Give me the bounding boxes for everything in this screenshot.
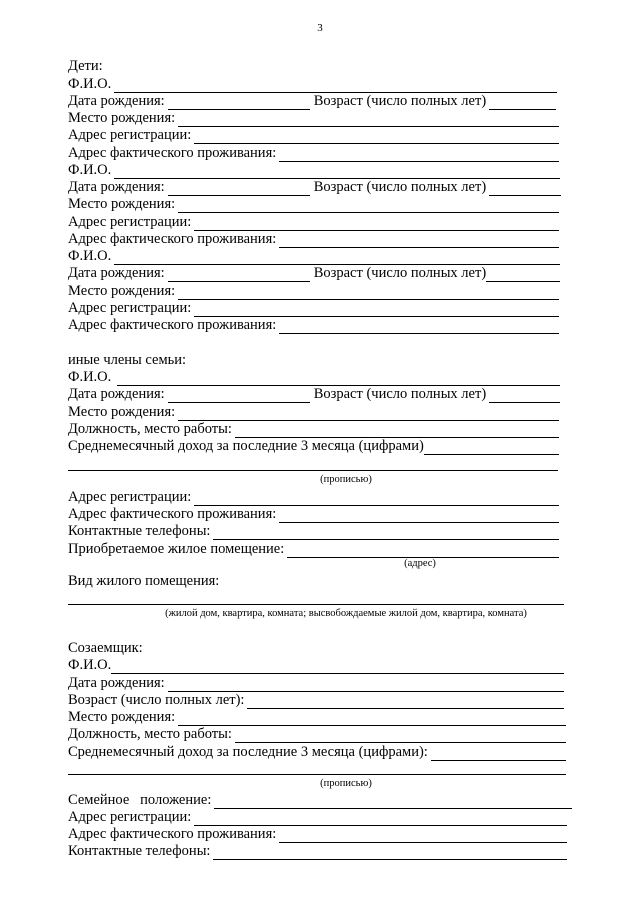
family-fio-row bbox=[68, 369, 560, 386]
child-2-dob-field[interactable] bbox=[168, 183, 310, 196]
family-actual-label: Адрес фактического проживания: bbox=[68, 506, 277, 522]
family-dob-row bbox=[68, 386, 560, 403]
coborrower-income-words-field[interactable] bbox=[68, 774, 566, 775]
child-1-actual-label: Адрес фактического проживания: bbox=[68, 145, 277, 161]
child-3-actual-label: Адрес фактического проживания: bbox=[68, 317, 277, 333]
family-birthplace-label: Место рождения: bbox=[68, 404, 176, 420]
child-1-fio-row bbox=[68, 76, 557, 93]
child-2-reg-row bbox=[68, 214, 559, 231]
child-2-actual-row bbox=[68, 231, 559, 248]
coborrower-birthplace-row bbox=[68, 709, 566, 726]
child-1-reg-row bbox=[68, 127, 559, 144]
coborrower-fio-field[interactable] bbox=[111, 661, 564, 674]
child-1-dob-field[interactable] bbox=[168, 97, 310, 110]
family-fio-field[interactable] bbox=[117, 373, 560, 386]
coborrower-marital-label: Семейное положение: bbox=[68, 792, 212, 808]
child-3-birthplace-field[interactable] bbox=[178, 287, 559, 300]
family-dob-field[interactable] bbox=[168, 390, 310, 403]
family-fio-label: Ф.И.О. bbox=[68, 369, 112, 385]
child-2-age-label: Возраст (число полных лет) bbox=[313, 179, 487, 195]
child-2-age-field[interactable] bbox=[489, 183, 561, 196]
child-3-birthplace-label: Место рождения: bbox=[68, 283, 176, 299]
family-income-words-caption: (прописью) bbox=[320, 474, 372, 485]
child-1-age-label: Возраст (число полных лет) bbox=[313, 93, 487, 109]
coborrower-actual-label: Адрес фактического проживания: bbox=[68, 826, 277, 842]
child-3-age-label: Возраст (число полных лет) bbox=[313, 265, 487, 281]
child-1-fio-label: Ф.И.О. bbox=[68, 76, 112, 92]
coborrower-actual-row bbox=[68, 826, 567, 843]
family-reg-label: Адрес регистрации: bbox=[68, 489, 192, 505]
coborrower-income-words-caption: (прописью) bbox=[320, 778, 372, 789]
child-1-dob-row bbox=[68, 93, 556, 110]
family-housing-type-caption: (жилой дом, квартира, комната; высвобождаемые жилой дом, квартира, комната) bbox=[165, 608, 527, 619]
family-reg-field[interactable] bbox=[194, 493, 559, 506]
coborrower-reg-field[interactable] bbox=[194, 813, 567, 826]
child-2-reg-label: Адрес регистрации: bbox=[68, 214, 192, 230]
family-birthplace-row bbox=[68, 404, 559, 421]
child-3-actual-field[interactable] bbox=[279, 321, 559, 334]
child-2-dob-label: Дата рождения: bbox=[68, 179, 165, 195]
family-income-row bbox=[68, 438, 559, 455]
child-3-dob-field[interactable] bbox=[168, 269, 310, 282]
child-3-reg-label: Адрес регистрации: bbox=[68, 300, 192, 316]
child-1-birthplace-label: Место рождения: bbox=[68, 110, 176, 126]
child-1-fio-field[interactable] bbox=[114, 80, 557, 93]
child-3-dob-row bbox=[68, 265, 560, 282]
family-age-field[interactable] bbox=[489, 390, 560, 403]
family-income-words-field[interactable] bbox=[68, 470, 558, 471]
family-birthplace-field[interactable] bbox=[178, 408, 559, 421]
child-3-fio-field[interactable] bbox=[114, 252, 560, 265]
child-2-birthplace-row bbox=[68, 196, 559, 213]
child-1-actual-row bbox=[68, 145, 559, 162]
child-3-reg-row bbox=[68, 300, 559, 317]
child-2-actual-label: Адрес фактического проживания: bbox=[68, 231, 277, 247]
coborrower-heading: Созаемщик: bbox=[68, 640, 143, 656]
family-age-label: Возраст (число полных лет) bbox=[313, 386, 487, 402]
coborrower-reg-label: Адрес регистрации: bbox=[68, 809, 192, 825]
coborrower-actual-field[interactable] bbox=[279, 830, 567, 843]
family-phones-field[interactable] bbox=[213, 527, 559, 540]
family-phones-label: Контактные телефоны: bbox=[68, 523, 211, 539]
coborrower-birthplace-field[interactable] bbox=[178, 713, 566, 726]
family-position-label: Должность, место работы: bbox=[68, 421, 232, 437]
family-reg-row bbox=[68, 489, 559, 506]
family-housing-row bbox=[68, 541, 559, 558]
family-housing-field[interactable] bbox=[287, 545, 559, 558]
child-1-reg-label: Адрес регистрации: bbox=[68, 127, 192, 143]
child-1-dob-label: Дата рождения: bbox=[68, 93, 165, 109]
child-2-fio-row bbox=[68, 162, 560, 179]
child-1-age-field[interactable] bbox=[489, 97, 556, 110]
child-2-reg-field[interactable] bbox=[194, 218, 559, 231]
child-2-actual-field[interactable] bbox=[279, 235, 559, 248]
family-phones-row bbox=[68, 523, 559, 540]
coborrower-age-row bbox=[68, 692, 564, 709]
child-1-actual-field[interactable] bbox=[279, 149, 559, 162]
coborrower-dob-label: Дата рождения: bbox=[68, 675, 165, 691]
coborrower-marital-field[interactable] bbox=[214, 796, 572, 809]
child-3-reg-field[interactable] bbox=[194, 304, 559, 317]
coborrower-birthplace-label: Место рождения: bbox=[68, 709, 176, 725]
child-1-birthplace-field[interactable] bbox=[178, 114, 559, 127]
coborrower-age-field[interactable] bbox=[247, 696, 564, 709]
family-housing-caption: (адрес) bbox=[404, 558, 436, 569]
coborrower-fio-row bbox=[68, 657, 564, 674]
child-3-actual-row bbox=[68, 317, 559, 334]
coborrower-dob-field[interactable] bbox=[168, 679, 564, 692]
family-heading: иные члены семьи: bbox=[68, 352, 187, 368]
child-3-age-field[interactable] bbox=[486, 269, 560, 282]
coborrower-position-row bbox=[68, 726, 566, 743]
coborrower-age-label: Возраст (число полных лет): bbox=[68, 692, 245, 708]
family-actual-row bbox=[68, 506, 559, 523]
child-2-dob-row bbox=[68, 179, 561, 196]
child-2-fio-field[interactable] bbox=[114, 166, 560, 179]
coborrower-dob-row bbox=[68, 675, 564, 692]
family-housing-label: Приобретаемое жилое помещение: bbox=[68, 541, 285, 557]
coborrower-phones-field[interactable] bbox=[213, 847, 567, 860]
family-income-label: Среднемесячный доход за последние 3 месяца (цифрами) bbox=[68, 438, 424, 454]
page-number: 3 bbox=[317, 22, 323, 34]
coborrower-phones-label: Контактные телефоны: bbox=[68, 843, 211, 859]
family-housing-type-label: Вид жилого помещения: bbox=[68, 573, 220, 589]
coborrower-position-field[interactable] bbox=[235, 730, 566, 743]
coborrower-phones-row bbox=[68, 843, 567, 860]
coborrower-fio-label: Ф.И.О. bbox=[68, 657, 112, 673]
children-heading: Дети: bbox=[68, 58, 103, 74]
child-3-birthplace-row bbox=[68, 283, 559, 300]
family-housing-type-field[interactable] bbox=[68, 604, 564, 605]
coborrower-income-label: Среднемесячный доход за последние 3 месяца (цифрами): bbox=[68, 744, 428, 760]
family-position-field[interactable] bbox=[235, 425, 559, 438]
coborrower-reg-row bbox=[68, 809, 567, 826]
child-2-birthplace-label: Место рождения: bbox=[68, 196, 176, 212]
child-3-fio-row bbox=[68, 248, 560, 265]
child-2-birthplace-field[interactable] bbox=[178, 200, 559, 213]
coborrower-marital-row bbox=[68, 792, 572, 809]
coborrower-position-label: Должность, место работы: bbox=[68, 726, 232, 742]
coborrower-income-row bbox=[68, 744, 566, 761]
family-dob-label: Дата рождения: bbox=[68, 386, 165, 402]
coborrower-income-field[interactable] bbox=[431, 748, 566, 761]
family-actual-field[interactable] bbox=[279, 510, 559, 523]
child-1-birthplace-row bbox=[68, 110, 559, 127]
family-position-row bbox=[68, 421, 559, 438]
child-3-fio-label: Ф.И.О. bbox=[68, 248, 112, 264]
child-2-fio-label: Ф.И.О. bbox=[68, 162, 112, 178]
child-1-reg-field[interactable] bbox=[194, 131, 559, 144]
family-income-field[interactable] bbox=[424, 442, 559, 455]
child-3-dob-label: Дата рождения: bbox=[68, 265, 165, 281]
